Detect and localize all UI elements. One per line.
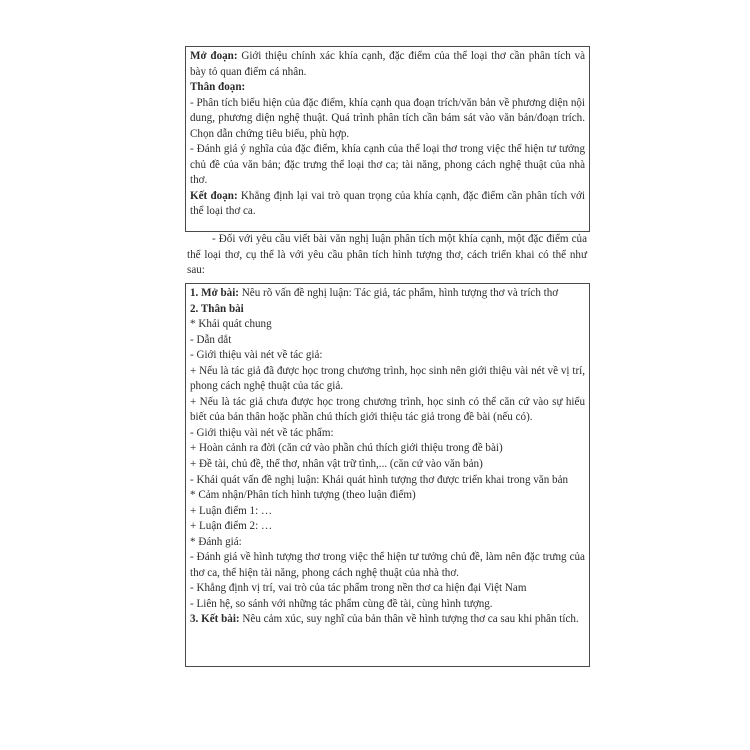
outline-line: - Khẳng định vị trí, vai trò của tác phẩm trong nền thơ ca hiện đại Việt Nam (190, 582, 527, 595)
outline-line: + Hoàn cảnh ra đời (căn cứ vào phần chú thích giới thiệu trong đề bài) (190, 442, 503, 455)
outline-line: + Đề tài, chủ đề, thể thơ, nhân vật trữ tình,... (căn cứ vào văn bản) (190, 458, 483, 471)
outline-line: - Giới thiệu vài nét về tác giả: (190, 349, 323, 362)
than-bai-label: 2. Thân bài (190, 302, 244, 315)
intro-paragraph: - Đối với yêu cầu viết bài văn nghị luận phân tích một khía cạnh, một đặc điểm của thể loại thơ, cụ thể là với yêu cầu phân tích hình tượng thơ, cách triển khai có thể như sau: (187, 233, 587, 276)
essay-outline-box (185, 283, 590, 667)
outline-line: - Khái quát vấn đề nghị luận: Khái quát hình tượng thơ được triển khai trong văn bản (190, 473, 569, 486)
mo-bai-label: 1. Mở bài: (190, 287, 239, 299)
outline-line: + Nếu là tác giả chưa được học trong chương trình, học sinh có thể căn cứ vào sự hiểu biết của bản thân hoặc phần chú thích giới thiệu tác giả trong đề bài (nếu có). (190, 395, 585, 424)
ket-doan-line (190, 189, 585, 220)
ket-bai-label: 3. Kết bài: (190, 613, 240, 626)
mo-bai-line (190, 286, 585, 302)
outline-line: - Dẫn dắt (190, 333, 232, 346)
mo-doan-line (190, 49, 585, 80)
ket-doan-text: Khẳng định lại vai trò quan trọng của khía cạnh, đặc điểm cần phân tích với thể loại thơ ca. (190, 189, 585, 218)
mo-doan-label: Mở đoạn: (190, 50, 238, 62)
mo-bai-text: Nêu rõ vấn đề nghị luận: Tác giả, tác phẩm, hình tượng thơ và trích thơ (238, 287, 559, 299)
outline-line: + Luận điểm 1: … (190, 504, 273, 517)
outline-line: - Liên hệ, so sánh với những tác phẩm cùng đề tài, cùng hình tượng. (190, 597, 493, 610)
outline-line: * Khái quát chung (190, 318, 272, 331)
than-doan-item-1: - Phân tích biểu hiện của đặc điểm, khía cạnh qua đoạn trích/văn bản về phương diện nội dung, phương diện nghệ thuật. Quá trình phân tích cần bám sát vào văn bản/đoạn trích. Chọn dẫn chứng tiêu biểu, phù hợp. (190, 96, 585, 140)
outline-line: - Giới thiệu vài nét về tác phẩm: (190, 426, 334, 439)
than-doan-label: Thân đoạn: (190, 81, 246, 94)
ket-bai-text: Nêu cảm xúc, suy nghĩ của bản thân về hình tượng thơ ca sau khi phân tích. (239, 613, 579, 626)
ket-doan-label: Kết đoạn: (190, 189, 238, 202)
outline-line: * Đánh giá: (190, 535, 242, 548)
than-doan-item-2: - Đánh giá ý nghĩa của đặc điểm, khía cạnh của thể loại thơ trong việc thể hiện tư tưởng chủ đề của văn bản; đặc trưng thể loại thơ ca; tài năng, phong cách nghệ thuật của nhà thơ. (190, 143, 585, 187)
outline-line: + Luận điểm 2: … (190, 520, 273, 533)
ket-bai-line (190, 612, 585, 628)
outline-line: - Đánh giá về hình tượng thơ trong việc thể hiện tư tưởng chủ đề, làm nên đặc trưng của thơ ca, thể hiện tài năng, phong cách nghệ thuật của nhà thơ. (190, 551, 585, 579)
paragraph-outline-box (185, 46, 590, 232)
mo-doan-text: Giới thiệu chính xác khía cạnh, đặc điểm của thể loại thơ cần phân tích và bày tỏ quan điểm cá nhân. (190, 50, 586, 78)
outline-line: * Cảm nhận/Phân tích hình tượng (theo luận điểm) (190, 489, 416, 502)
outline-line: + Nếu là tác giả đã được học trong chương trình, học sinh nên giới thiệu vài nét về vị trí, phong cách nghệ thuật của tác giả. (190, 364, 585, 393)
